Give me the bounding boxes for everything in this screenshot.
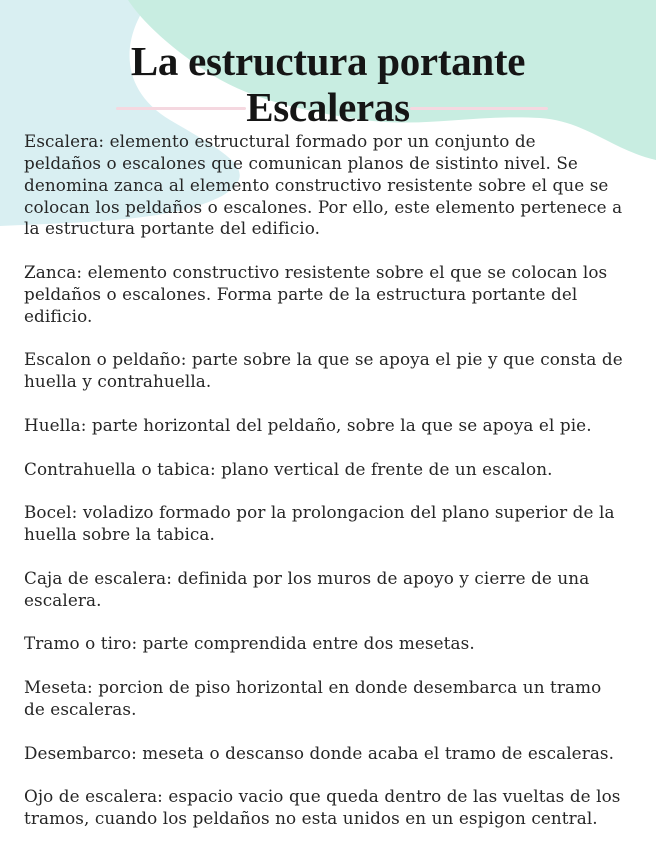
definition-desembarco xyxy=(24,743,648,765)
definition-line: Caja de escalera: definida por los muros de apoyo y cierre de una xyxy=(24,567,590,588)
definition-line: tramos, cuando los peldaños no esta unidos en un espigon central. xyxy=(24,808,598,829)
definition-line: Meseta: porcion de piso horizontal en donde desembarca un tramo xyxy=(24,677,602,698)
definition-huella xyxy=(24,415,648,437)
definition-escalera xyxy=(24,131,648,240)
definition-line: la estructura portante del edificio. xyxy=(24,218,321,239)
definition-line: peldaños o escalones. Forma parte de la estructura portante del xyxy=(24,283,578,304)
definition-line: denomina zanca al elemento constructivo resistente sobre el que se xyxy=(24,174,609,195)
definition-line: Tramo o tiro: parte comprendida entre dos mesetas. xyxy=(24,633,475,654)
definition-line: huella y contrahuella. xyxy=(24,371,212,392)
definition-line: Huella: parte horizontal del peldaño, sobre la que se apoya el pie. xyxy=(24,414,592,435)
definition-line: Bocel: voladizo formado por la prolongacion del plano superior de la xyxy=(24,502,615,523)
definition-ojo-de-escalera xyxy=(24,786,648,830)
definition-line: Escalera: elemento estructural formado por un conjunto de xyxy=(24,131,536,151)
definition-line: Escalon o peldaño: parte sobre la que se apoya el pie y que consta de xyxy=(24,349,623,370)
definition-line: peldaños o escalones que comunican planos de sistinto nivel. Se xyxy=(24,152,578,173)
page-title: La estructura portante xyxy=(130,38,526,84)
definition-line: escalera. xyxy=(24,589,102,610)
definition-contrahuella xyxy=(24,459,648,481)
definition-zanca xyxy=(24,262,648,328)
definition-line: Zanca: elemento constructivo resistente sobre el que se colocan los xyxy=(24,262,608,283)
page-subtitle: Escaleras xyxy=(246,84,410,130)
definition-line: de escaleras. xyxy=(24,698,137,719)
definition-tramo xyxy=(24,633,648,655)
definition-line: edificio. xyxy=(24,305,93,326)
definition-line: Desembarco: meseta o descanso donde acaba el tramo de escaleras. xyxy=(24,742,615,763)
definition-bocel xyxy=(24,502,648,546)
definition-line: huella sobre la tabica. xyxy=(24,524,215,545)
definition-line: colocan los peldaños o escalones. Por ello, este elemento pertenece a xyxy=(24,196,623,217)
definition-meseta xyxy=(24,677,648,721)
definition-line: Ojo de escalera: espacio vacio que queda dentro de las vueltas de los xyxy=(24,786,621,807)
definition-line: Contrahuella o tabica: plano vertical de frente de un escalon. xyxy=(24,458,553,479)
definition-caja-de-escalera xyxy=(24,568,648,612)
definition-escalon xyxy=(24,349,648,393)
definitions-list xyxy=(24,131,648,852)
